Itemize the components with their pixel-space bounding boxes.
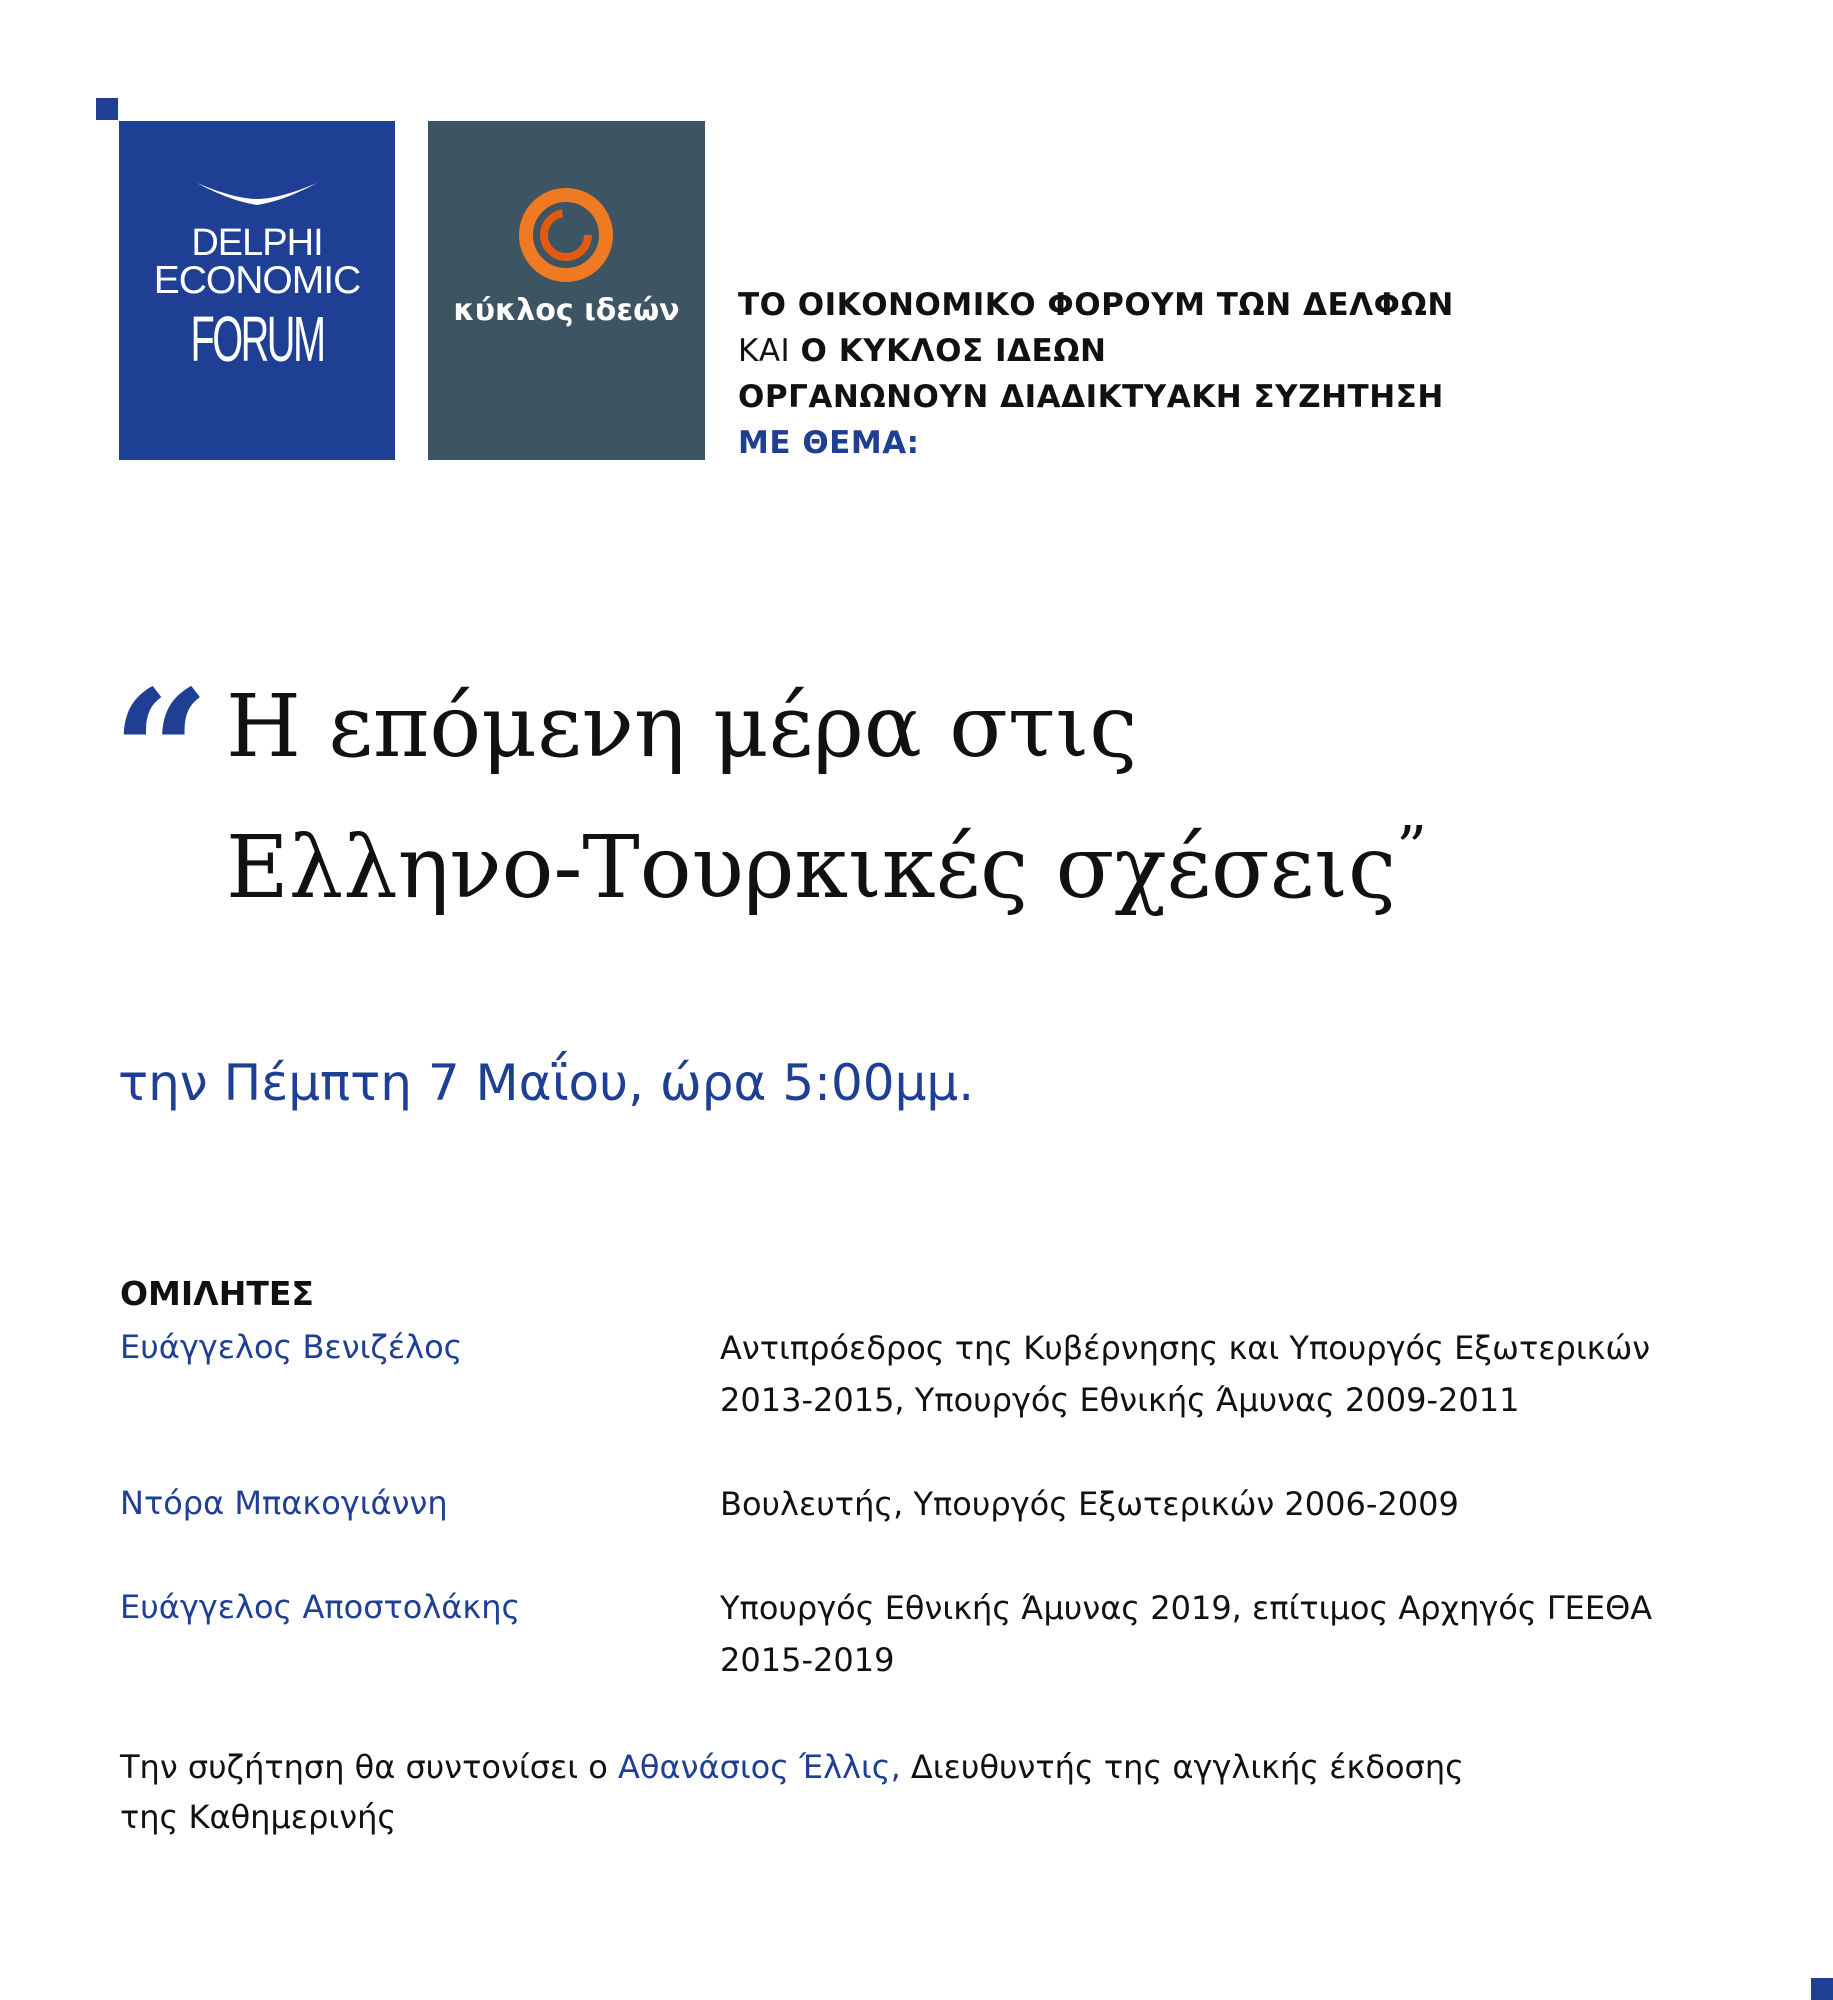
delphi-economic-forum-logo (119, 121, 395, 460)
speaker-role (720, 1478, 1800, 1530)
moderator-note (120, 1742, 1600, 1842)
speaker-role-line: Αντιπρόεδρος της Κυβέρνησης και Υπουργός Εξωτερικών (720, 1329, 1651, 1367)
opening-quote: “ (112, 653, 210, 853)
moderator-prefix: Την συζήτηση θα συντονίσει ο (120, 1748, 619, 1786)
title-line-2 (226, 788, 1427, 929)
closing-quote: ” (1396, 814, 1427, 884)
event-title (226, 666, 1427, 929)
intro-text (738, 282, 1454, 466)
speaker-role-line: Βουλευτής, Υπουργός Εξωτερικών 2006-2009 (720, 1485, 1459, 1523)
intro-line-3: ΟΡΓΑΝΩΝΟΥΝ ΔΙΑΔΙΚΤΥΑΚΗ ΣΥΖΗΤΗΣΗ (738, 379, 1444, 415)
wing-icon (197, 179, 317, 209)
moderator-line-2: της Καθημερινής (120, 1798, 397, 1836)
speaker-role-line: 2015-2019 (720, 1641, 895, 1679)
intro-line-2-prefix: ΚΑΙ (738, 333, 801, 369)
speakers-heading: ΟΜΙΛΗΤΕΣ (120, 1274, 314, 1313)
moderator-name: Αθανάσιος Έλλις, (618, 1748, 901, 1786)
speaker-role-line: 2013-2015, Υπουργός Εθνικής Άμυνας 2009-2011 (720, 1381, 1520, 1419)
speaker-role (720, 1582, 1800, 1686)
kyklos-ideon-logo (428, 121, 705, 460)
speaker-role (720, 1322, 1800, 1426)
moderator-line-1 (120, 1742, 1600, 1792)
kyklos-ideon-text: κύκλος ιδεών (453, 293, 680, 328)
speaker-name: Ευάγγελος Βενιζέλος (120, 1328, 463, 1366)
logo-line-economic: ECONOMIC (153, 259, 361, 302)
intro-line-2 (738, 328, 1454, 374)
intro-line-1: ΤΟ ΟΙΚΟΝΟΜΙΚΟ ΦΟΡΟΥΜ ΤΩΝ ΔΕΛΦΩΝ (738, 287, 1454, 323)
logo-line-forum: FORUM (190, 303, 324, 375)
speaker-name: Ευάγγελος Αποστολάκης (120, 1588, 521, 1626)
corner-square-decoration (96, 98, 118, 120)
logo-line-delphi: DELPHI (191, 222, 323, 264)
title-line-1: Η επόμενη μέρα στις (226, 677, 1138, 777)
moderator-suffix: Διευθυντής της αγγλικής έκδοσης (900, 1748, 1464, 1786)
speaker-role-line: Υπουργός Εθνικής Άμυνας 2019, επίτιμος Αρχηγός ΓΕΕΘΑ (720, 1589, 1653, 1627)
event-date: την Πέμπτη 7 Μαΐου, ώρα 5:00μμ. (118, 1054, 975, 1112)
title-line-2-text: Ελληνο-Τουρκικές σχέσεις (226, 818, 1397, 918)
corner-square-decoration (1811, 1978, 1833, 2000)
intro-line-4: ΜΕ ΘΕΜΑ: (738, 425, 920, 461)
speaker-name: Ντόρα Μπακογιάννη (120, 1484, 448, 1522)
intro-line-2-bold: Ο ΚΥΚΛΟΣ ΙΔΕΩΝ (800, 333, 1107, 369)
ring-icon (514, 183, 618, 287)
